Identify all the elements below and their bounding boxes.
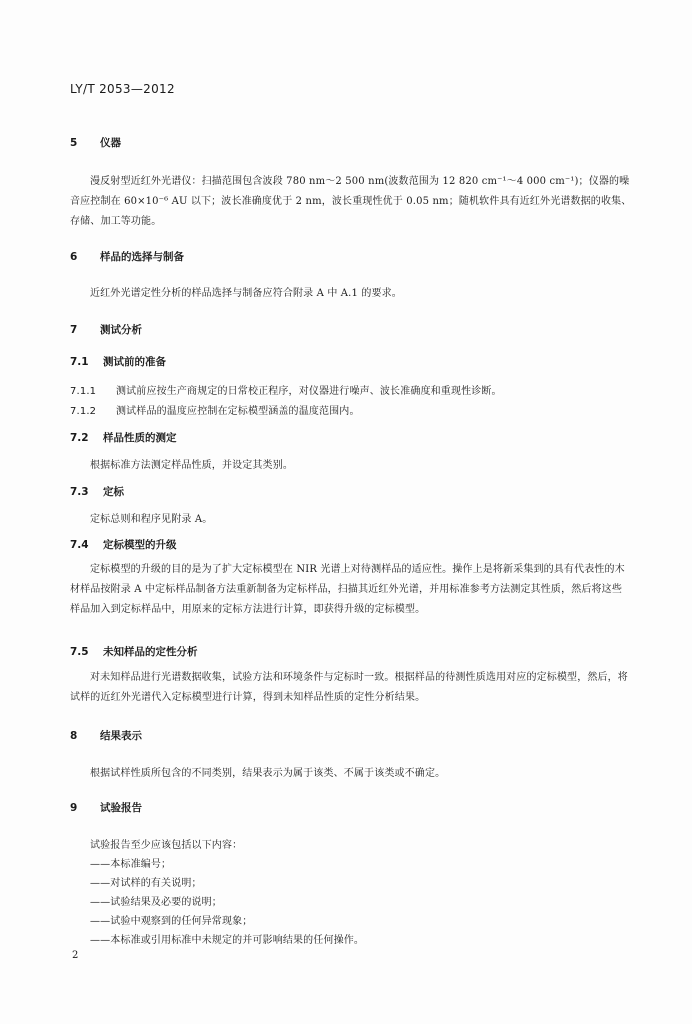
section-6-heading <box>70 249 184 264</box>
section-7-heading <box>70 322 142 337</box>
page-number: 2 <box>72 950 79 961</box>
item-7-1-1 <box>70 382 502 397</box>
section-title: 未知样品的定性分析 <box>103 646 198 658</box>
section-number: 7 <box>70 324 78 336</box>
section-number: 6 <box>70 251 78 263</box>
item-number: 7.1.1 <box>70 386 97 397</box>
section-number: 7.1 <box>70 356 89 368</box>
section-number: 7.5 <box>70 646 89 658</box>
section-number: 5 <box>70 137 78 149</box>
section-9-heading <box>70 800 142 815</box>
report-list-item: ——本标准或引用标准中未规定的并可影响结果的任何操作。 <box>90 935 365 946</box>
section-7-2-heading <box>70 430 177 445</box>
report-list-item: ——本标准编号； <box>90 859 172 870</box>
item-7-1-2 <box>70 402 360 417</box>
report-list-item: ——对试样的有关说明； <box>90 878 202 889</box>
report-list-item: ——试验结果及必要的说明； <box>90 897 222 908</box>
section-6-paragraph: 近红外光谱定性分析的样品选择与制备应符合附录 A 中 A.1 的要求。 <box>90 288 402 299</box>
section-7-4-paragraph: 定标模型的升级的目的是为了扩大定标模型在 NIR 光谱上对待测样品的适应性。操作上是将新采集到的具有代表性的木材样品按附录 A 中定标样品制备方法重新制备为定标样品，扫描其近红外光谱，并用标准参考方法测定其性质，然后将这些样品加入到定标样品中，用原来的定标方法进行计算，即获得升级的定标模型。 <box>70 564 625 615</box>
report-list-item: ——试验中观察到的任何异常现象； <box>90 916 253 927</box>
section-title: 定标模型的升级 <box>103 539 177 551</box>
section-title: 样品的选择与制备 <box>100 251 184 263</box>
standard-number: LY/T 2053—2012 <box>70 82 175 96</box>
section-7-5-paragraph: 对未知样品进行光谱数据收集，试验方法和环境条件与定标时一致。根据样品的待测性质选用对应的定标模型，然后，将试样的近红外光谱代入定标模型进行计算，得到未知样品性质的定性分析结果。 <box>70 672 628 703</box>
section-title: 结果表示 <box>100 730 142 742</box>
section-8-heading <box>70 728 142 743</box>
section-7-1-heading <box>70 354 166 369</box>
section-5-heading <box>70 135 121 150</box>
section-number: 7.3 <box>70 486 89 498</box>
section-7-2-paragraph: 根据标准方法测定样品性质，并设定其类别。 <box>90 460 293 471</box>
section-title: 仪器 <box>100 137 121 149</box>
section-8-paragraph: 根据试样性质所包含的不同类别，结果表示为属于该类、不属于该类或不确定。 <box>90 768 446 779</box>
section-7-5-heading <box>70 644 198 659</box>
section-7-3-heading <box>70 484 124 499</box>
section-number: 8 <box>70 730 78 742</box>
section-title: 测试前的准备 <box>103 356 166 368</box>
section-title: 试验报告 <box>100 802 142 814</box>
section-9-intro: 试验报告至少应该包括以下内容： <box>90 840 243 851</box>
section-7-3-paragraph: 定标总则和程序见附录 A。 <box>90 514 213 525</box>
section-5-paragraph: 漫反射型近红外光谱仪：扫描范围包含波段 780 nm～2 500 nm(波数范围为 12 820 cm⁻¹～4 000 cm⁻¹)；仪器的噪音应控制在 60×10⁻⁶ AU 以下；波长准确度优于 2 nm，波长重现性优于 0.05 nm；随机软件具有近红外光谱数据的收集、存储、加工等功能。 <box>70 176 632 227</box>
item-number: 7.1.2 <box>70 406 97 417</box>
section-title: 定标 <box>103 486 124 498</box>
section-7-4-heading <box>70 537 177 552</box>
section-title: 样品性质的测定 <box>103 432 177 444</box>
section-number: 7.2 <box>70 432 89 444</box>
section-title: 测试分析 <box>100 324 142 336</box>
section-number: 9 <box>70 802 78 814</box>
item-text: 测试样品的温度应控制在定标模型涵盖的温度范围内。 <box>116 406 360 417</box>
section-number: 7.4 <box>70 539 89 551</box>
item-text: 测试前应按生产商规定的日常校正程序，对仪器进行噪声、波长准确度和重现性诊断。 <box>116 386 502 397</box>
